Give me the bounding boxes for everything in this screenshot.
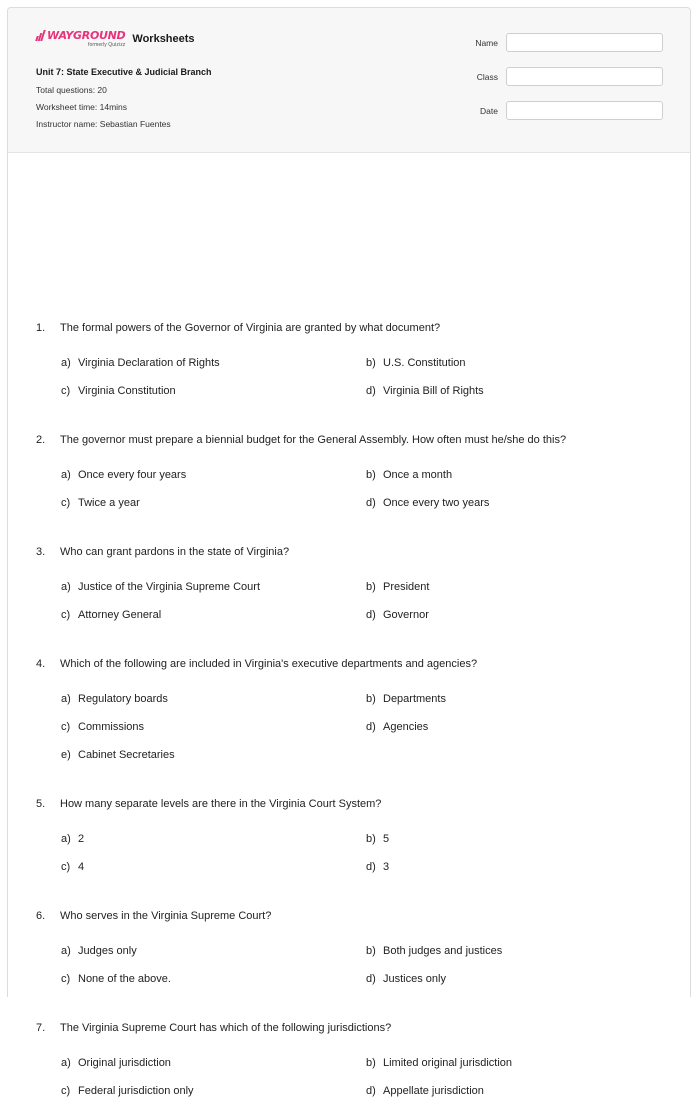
option-b: [366, 945, 502, 957]
option-letter: b): [366, 833, 376, 845]
class-label: Class: [476, 71, 498, 82]
option-text: President: [383, 581, 430, 593]
date-input[interactable]: [506, 101, 663, 120]
worksheet-time: Worksheet time: 14mins: [36, 102, 128, 112]
name-field-row: [475, 33, 663, 52]
option-letter: c): [61, 861, 71, 873]
option-text: Justices only: [383, 973, 446, 985]
option-e: [61, 749, 175, 761]
question-stem: [36, 658, 477, 670]
option-a: [61, 1057, 171, 1069]
option-c: [61, 973, 171, 985]
option-a: [61, 469, 186, 481]
option-text: Twice a year: [78, 497, 140, 509]
option-text: Virginia Declaration of Rights: [78, 357, 220, 369]
option-letter: c): [61, 609, 71, 621]
option-text: Limited original jurisdiction: [383, 1057, 513, 1069]
option-text: Governor: [383, 609, 429, 621]
logo-mark-icon: [36, 30, 44, 41]
worksheet-page: [7, 7, 691, 1097]
option-letter: d): [366, 973, 376, 985]
option-a: [61, 945, 137, 957]
option-letter: b): [366, 357, 376, 369]
option-b: [366, 357, 466, 369]
question-number: 5.: [36, 798, 46, 810]
question-text: Who serves in the Virginia Supreme Court?: [60, 910, 272, 922]
option-text: Agencies: [383, 721, 429, 733]
option-a: [61, 581, 260, 593]
option-text: Cabinet Secretaries: [78, 749, 175, 761]
option-c: [61, 861, 84, 873]
option-text: Once every four years: [78, 469, 187, 481]
question-stem: [36, 434, 566, 446]
option-letter: a): [61, 833, 71, 845]
question-stem: [36, 910, 271, 922]
option-letter: a): [61, 1057, 71, 1069]
option-a: [61, 693, 168, 705]
option-letter: a): [61, 469, 71, 481]
option-letter: b): [366, 945, 376, 957]
option-letter: c): [61, 385, 71, 397]
option-letter: b): [366, 469, 376, 481]
name-input[interactable]: [506, 33, 663, 52]
date-field-row: [475, 101, 663, 120]
option-c: [61, 721, 144, 733]
option-a: [61, 833, 84, 845]
question-number: 2.: [36, 434, 46, 446]
question-number: 6.: [36, 910, 46, 922]
option-letter: a): [61, 693, 71, 705]
option-text: 3: [383, 861, 390, 873]
option-text: 4: [78, 861, 85, 873]
logo-text: WAYGROUND: [47, 29, 126, 42]
option-c: [61, 385, 176, 397]
option-letter: c): [61, 973, 71, 985]
option-letter: e): [61, 749, 71, 761]
option-text: Virginia Bill of Rights: [383, 385, 484, 397]
logo-subtitle: formerly Quizizz: [87, 42, 126, 48]
option-text: Departments: [383, 693, 446, 705]
instructor-name: Instructor name: Sebastian Fuentes: [36, 119, 171, 129]
worksheet-title: Unit 7: State Executive & Judicial Branch: [36, 67, 212, 77]
option-a: [61, 357, 220, 369]
question-text: How many separate levels are there in the Virginia Court System?: [60, 798, 382, 810]
option-letter: d): [366, 497, 376, 509]
option-text: Justice of the Virginia Supreme Court: [78, 581, 260, 593]
option-text: Virginia Constitution: [78, 385, 176, 397]
question-number: 4.: [36, 658, 46, 670]
product-name: Worksheets: [132, 33, 195, 45]
question-stem: [36, 322, 440, 334]
option-d: [366, 861, 389, 873]
option-d: [366, 385, 484, 397]
option-text: Both judges and justices: [383, 945, 503, 957]
brand: [36, 30, 195, 48]
option-text: None of the above.: [78, 973, 171, 985]
option-text: Once a month: [383, 469, 453, 481]
option-text: Appellate jurisdiction: [383, 1085, 484, 1097]
option-d: [366, 609, 429, 621]
question-number: 1.: [36, 322, 46, 334]
option-text: 2: [78, 833, 85, 845]
option-b: [366, 581, 429, 593]
option-text: Original jurisdiction: [78, 1057, 171, 1069]
option-d: [366, 721, 428, 733]
option-letter: c): [61, 497, 71, 509]
question-stem: [36, 798, 381, 810]
option-letter: b): [366, 1057, 376, 1069]
option-c: [61, 497, 140, 509]
question-stem: [36, 1022, 391, 1034]
option-b: [366, 1057, 512, 1069]
option-letter: d): [366, 609, 376, 621]
option-letter: b): [366, 581, 376, 593]
option-text: Regulatory boards: [78, 693, 168, 705]
option-letter: d): [366, 721, 376, 733]
option-d: [366, 1085, 484, 1097]
student-fields: [475, 33, 663, 135]
question-text: Who can grant pardons in the state of Virginia?: [60, 546, 290, 558]
option-letter: d): [366, 861, 376, 873]
name-label: Name: [475, 37, 498, 48]
question-stem: [36, 546, 289, 558]
option-text: 5: [383, 833, 390, 845]
question-text: The governor must prepare a biennial budget for the General Assembly. How often must he/she do this?: [60, 434, 567, 446]
option-text: Federal jurisdiction only: [78, 1085, 194, 1097]
option-letter: d): [366, 385, 376, 397]
class-input[interactable]: [506, 67, 663, 86]
option-d: [366, 497, 489, 509]
question-number: 3.: [36, 546, 46, 558]
question-text: Which of the following are included in Virginia's executive departments and agencies?: [60, 658, 478, 670]
option-letter: a): [61, 357, 71, 369]
option-b: [366, 693, 446, 705]
question-number: 7.: [36, 1022, 46, 1034]
option-d: [366, 973, 446, 985]
question-text: The formal powers of the Governor of Virginia are granted by what document?: [60, 322, 441, 334]
option-c: [61, 609, 161, 621]
option-b: [366, 833, 389, 845]
question-text: The Virginia Supreme Court has which of the following jurisdictions?: [60, 1022, 392, 1034]
worksheet-meta: [36, 67, 212, 136]
option-text: Attorney General: [78, 609, 162, 621]
option-text: U.S. Constitution: [383, 357, 466, 369]
option-c: [61, 1085, 194, 1097]
option-b: [366, 469, 452, 481]
option-letter: a): [61, 945, 71, 957]
wayground-logo: [36, 30, 125, 48]
option-text: Judges only: [78, 945, 137, 957]
option-letter: d): [366, 1085, 376, 1097]
total-questions: Total questions: 20: [36, 85, 107, 95]
class-field-row: [475, 67, 663, 86]
option-letter: a): [61, 581, 71, 593]
option-letter: b): [366, 693, 376, 705]
option-text: Commissions: [78, 721, 145, 733]
date-label: Date: [480, 105, 498, 116]
worksheet-header: [8, 8, 690, 153]
option-text: Once every two years: [383, 497, 490, 509]
option-letter: c): [61, 721, 71, 733]
option-letter: c): [61, 1085, 71, 1097]
